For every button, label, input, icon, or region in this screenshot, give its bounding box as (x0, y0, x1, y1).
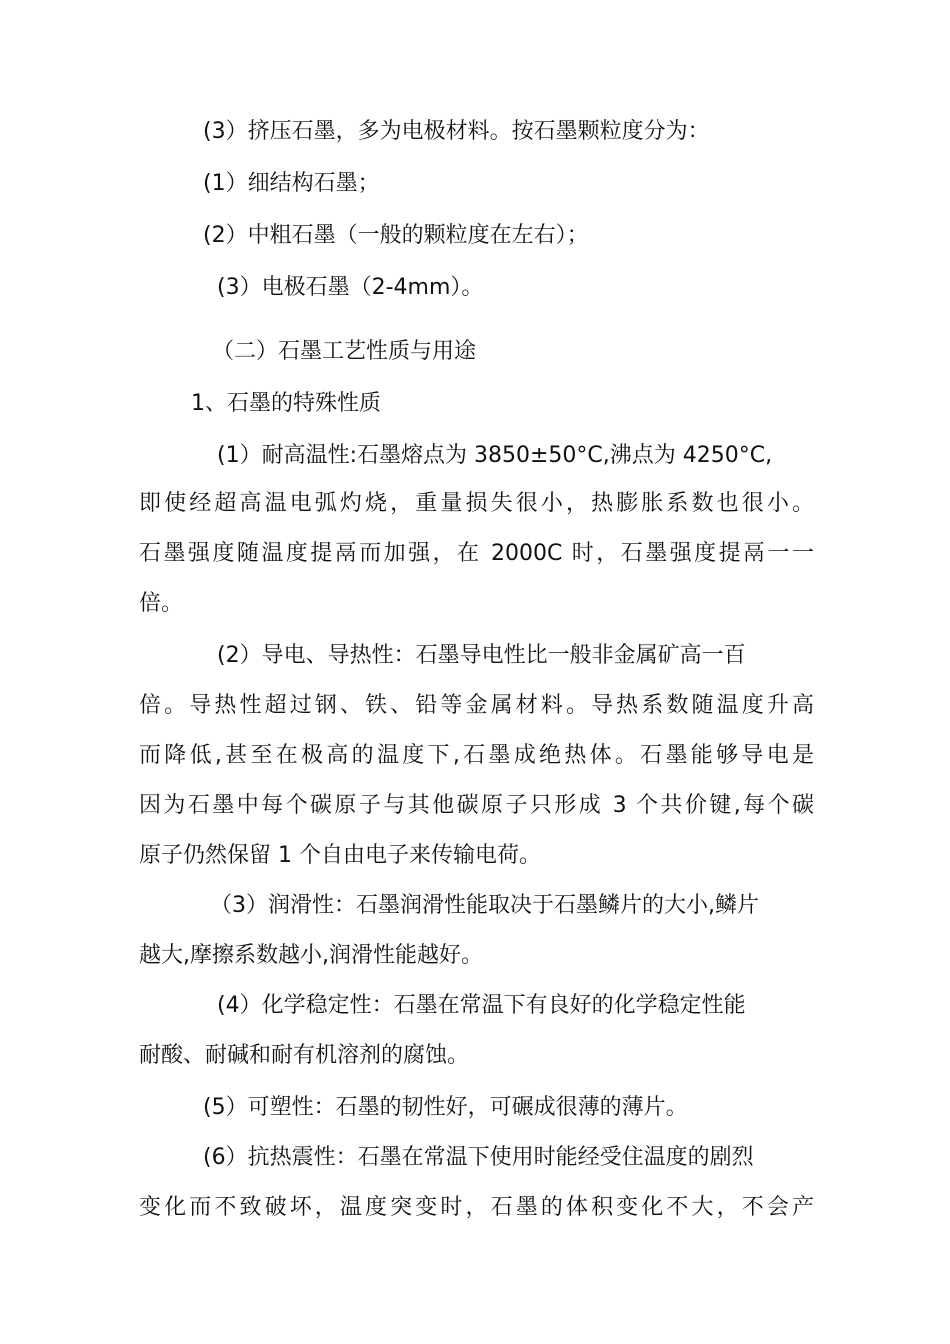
text-line-conductivity-5: 原子仍然保留 1 个自由电子来传输电荷。 (139, 843, 541, 868)
text-line-conductivity-2: 倍。导热性超过钢、铁、铅等金属材料。导热系数随温度升高 (139, 693, 814, 718)
text-line-conductivity: (2）导电、导热性：石墨导电性比一般非金属矿高一百 (217, 643, 746, 668)
text-line-lubricity: （3）润滑性：石墨润滑性能取决于石墨鳞片的大小,鳞片 (210, 893, 759, 918)
text-line-conductivity-4: 因为石墨中每个碳原子与其他碳原子只形成 3 个共价键,每个碳 (139, 793, 814, 818)
text-line-heat-resistance-2: 即使经超高温电弧灼烧，重量损失很小，热膨胀系数也很小。 (139, 491, 814, 516)
text-line-electrode-graphite: (3）电极石墨（2-4mm）。 (217, 275, 484, 300)
text-line-thermal-shock-2: 变化而不致破坏，温度突变时，石墨的体积变化不大，不会产 (139, 1195, 814, 1220)
text-line-heat-resistance-4: 倍。 (139, 591, 184, 616)
text-line-fine-structure: (1）细结构石墨； (203, 171, 380, 196)
text-line-chemical-stability: (4）化学稳定性：石墨在常温下有良好的化学稳定性能 (217, 993, 746, 1018)
section-heading-properties-uses: （二）石墨工艺性质与用途 (212, 339, 477, 364)
text-line-heat-resistance: (1）耐高温性:石墨熔点为 3850±50°C,沸点为 4250°C, (217, 443, 773, 468)
text-line-extruded-graphite: (3）挤压石墨，多为电极材料。按石墨颗粒度分为： (203, 119, 710, 144)
text-line-medium-coarse: (2）中粗石墨（一般的颗粒度在左右）； (203, 223, 589, 248)
text-line-thermal-shock: (6）抗热震性：石墨在常温下使用时能经受住温度的剧烈 (203, 1145, 754, 1170)
text-line-plasticity: (5）可塑性：石墨的韧性好，可碾成很薄的薄片。 (203, 1095, 688, 1120)
text-line-conductivity-3: 而降低,甚至在极高的温度下,石墨成绝热体。石墨能够导电是 (139, 743, 814, 768)
text-line-lubricity-2: 越大,摩擦系数越小,润滑性能越好。 (139, 943, 483, 968)
text-line-chemical-stability-2: 耐酸、耐碱和耐有机溶剂的腐蚀。 (139, 1043, 470, 1068)
text-line-heat-resistance-3: 石墨强度随温度提鬲而加强，在 2000C 时，石墨强度提鬲一一 (139, 541, 814, 566)
subsection-heading-special-properties: 1、石墨的特殊性质 (191, 391, 381, 416)
